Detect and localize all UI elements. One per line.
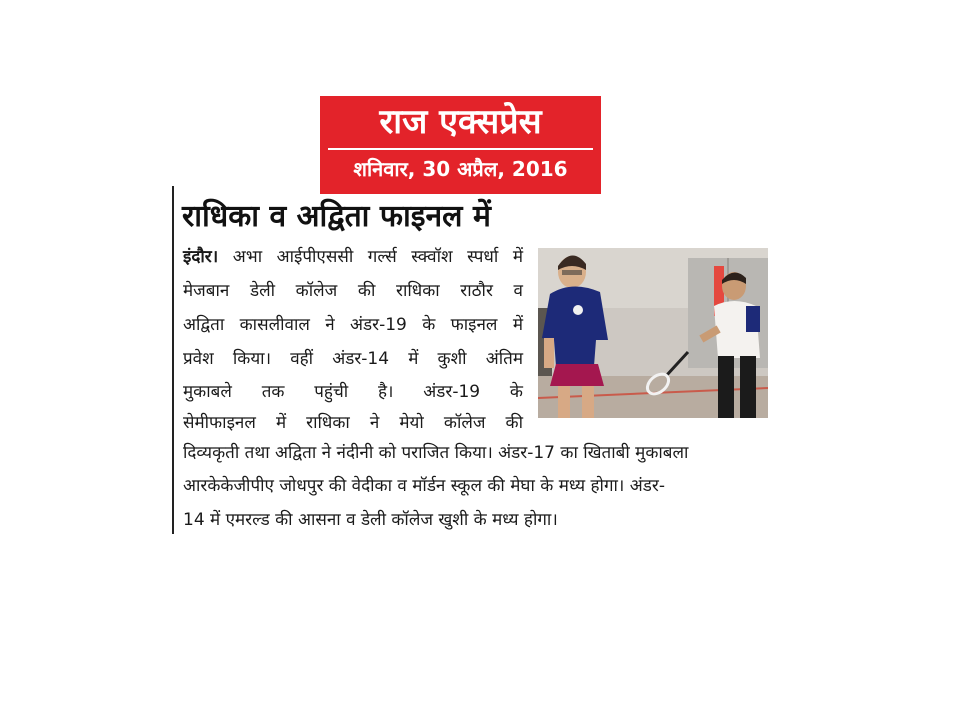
- article-line: मुकाबले तक पहुंची है। अंडर-19 के: [183, 382, 523, 402]
- article-headline: राधिका व अद्विता फाइनल में: [182, 199, 491, 234]
- squash-match-photo: [538, 248, 768, 418]
- article-line: आरकेकेजीपीए जोधपुर की वेदीका व मॉर्डन स्कूल की मेघा के मध्य होगा। अंडर-: [183, 476, 665, 496]
- article-line: सेमीफाइनल में राधिका ने मेयो कॉलेज की: [183, 413, 523, 433]
- publication-date: शनिवार, 30 अप्रैल, 2016: [353, 157, 568, 181]
- article-line: दिव्यकृती तथा अद्विता ने नंदीनी को पराजित किया। अंडर-17 का खिताबी मुकाबला: [183, 443, 689, 463]
- article-line: [183, 244, 523, 270]
- newspaper-name: राज एक्सप्रेस: [379, 102, 542, 142]
- article-line: प्रवेश किया। वहीं अंडर-14 में कुशी अंतिम: [183, 349, 523, 369]
- article-line: 14 में एमरल्ड की आसना व डेली कॉलेज खुशी के मध्य होगा।: [183, 510, 558, 530]
- article-line: अद्विता कासलीवाल ने अंडर-19 के फाइनल में: [183, 315, 523, 335]
- column-rule: [172, 186, 174, 534]
- article-line-text: अभा आईपीएससी गर्ल्स स्क्वॉश स्पर्धा में: [218, 247, 523, 267]
- photo-illustration: [538, 248, 768, 418]
- masthead-divider: [328, 148, 593, 150]
- article-dateline: इंदौर।: [183, 247, 219, 267]
- newspaper-masthead: [320, 96, 601, 194]
- article-line: मेजबान डेली कॉलेज की राधिका राठौर व: [183, 281, 523, 301]
